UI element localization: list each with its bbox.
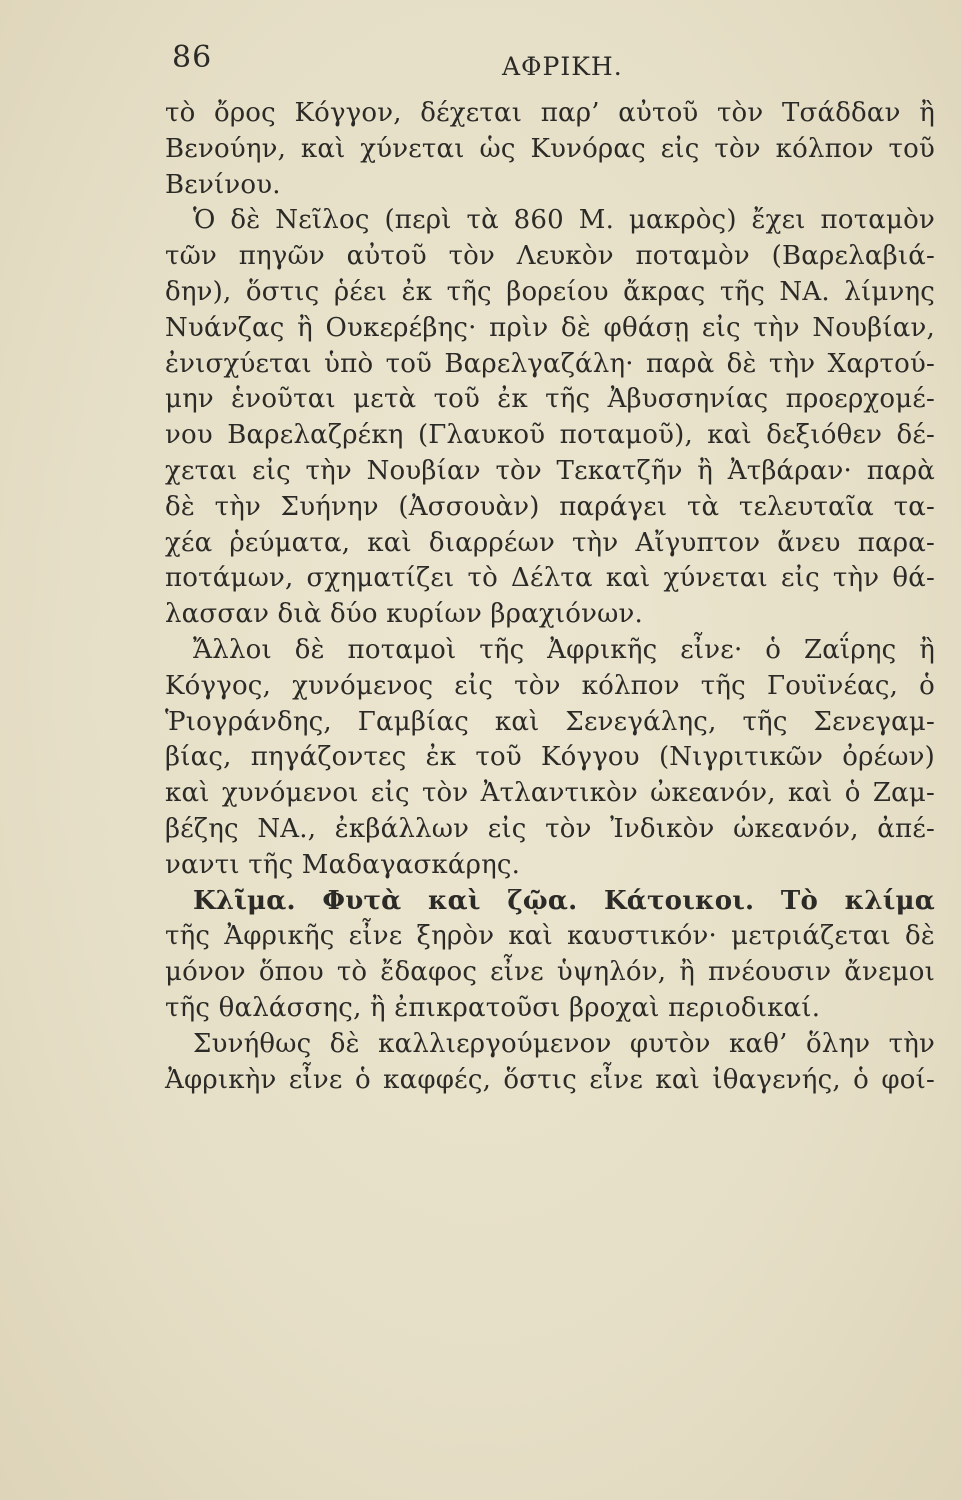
text-line: Ἀφρικὴν εἶνε ὁ καφφές, ὅστις εἶνε καὶ ἰθαγενής, ὁ φοί-	[165, 1064, 935, 1095]
paragraph-start-line: Συνήθως δὲ καλλιεργούμενον φυτὸν καθ’ ὅλην τὴν	[193, 1028, 935, 1059]
text-line: καὶ χυνόμενοι εἰς τὸν Ἀτλαντικὸν ὠκεανόν, καὶ ὁ Ζαμ-	[165, 778, 935, 809]
text-line: βίας, πηγάζοντες ἐκ τοῦ Κόγγου (Νιγριτικῶν ὀρέων)	[165, 742, 935, 773]
text-line: τῆς Ἀφρικῆς εἶνε ξηρὸν καὶ καυστικόν· μετριάζεται δὲ	[165, 921, 935, 952]
body-text	[165, 96, 935, 1098]
text-line: τῶν πηγῶν αὐτοῦ τὸν Λευκὸν ποταμὸν (Βαρελαβιά-	[165, 241, 935, 272]
text-line: χέα ῥεύματα, καὶ διαρρέων τὴν Αἴγυπτον ἄνευ παρα-	[165, 527, 935, 558]
text-line: μόνον ὅπου τὸ ἔδαφος εἶνε ὑψηλόν, ἢ πνέουσιν ἄνεμοι	[165, 957, 935, 988]
text-line: Κόγγος, χυνόμενος εἰς τὸν κόλπον τῆς Γουϊνέας, ὁ	[165, 670, 935, 701]
text-line: ποτάμων, σχηματίζει τὸ Δέλτα καὶ χύνεται εἰς τὴν θά-	[165, 563, 935, 594]
section-heading-line: Κλῖμα. Φυτὰ καὶ ζῷα. Κάτοικοι. Τὸ κλίμα	[193, 885, 935, 916]
page-header	[172, 40, 942, 80]
text-line: ἐνισχύεται ὑπὸ τοῦ Βαρελγαζάλη· παρὰ δὲ τὴν Χαρτού-	[165, 348, 935, 379]
paragraph-start-line: Ἄλλοι δὲ ποταμοὶ τῆς Ἀφρικῆς εἶνε· ὁ Ζαΐρης ἢ	[193, 634, 935, 665]
text-line: τῆς θαλάσσης, ἢ ἐπικρατοῦσι βροχαὶ περιοδικαί.	[165, 992, 821, 1023]
text-line: βέζης ΝΑ., ἐκβάλλων εἰς τὸν Ἰνδικὸν ὠκεανόν, ἀπέ-	[165, 813, 935, 844]
text-line: λασσαν διὰ δύο κυρίων βραχιόνων.	[165, 599, 643, 630]
text-line: τὸ ὄρος Κόγγον, δέχεται παρ’ αὐτοῦ τὸν Τσάδδαν ἢ	[165, 98, 935, 128]
text-line: δην), ὅστις ῥέει ἐκ τῆς βορείου ἄκρας τῆς ΝΑ. λίμνης	[165, 276, 935, 307]
page-number: 86	[172, 40, 213, 75]
running-head: ΑΦΡΙΚΗ.	[502, 52, 623, 81]
text-line: νου Βαρελαζρέκη (Γλαυκοῦ ποταμοῦ), καὶ δεξιόθεν δέ-	[165, 420, 935, 451]
text-line: ναντι τῆς Μαδαγασκάρης.	[165, 849, 521, 880]
text-line: Βενούην, καὶ χύνεται ὡς Κυνόρας εἰς τὸν κόλπον τοῦ	[165, 133, 935, 164]
text-line: χεται εἰς τὴν Νουβίαν τὸν Τεκατζῆν ἢ Ἀτβάραν· παρὰ	[165, 455, 935, 486]
text-line: Βενίνου.	[165, 169, 281, 200]
paragraph-start-line: Ὁ δὲ Νεῖλος (περὶ τὰ 860 Μ. μακρὸς) ἔχει ποταμὸν	[193, 205, 935, 236]
text-line: Νυάνζας ἢ Ουκερέβης· πρὶν δὲ φθάσῃ εἰς τὴν Νουβίαν,	[165, 312, 935, 343]
text-line: μην ἑνοῦται μετὰ τοῦ ἐκ τῆς Ἀβυσσηνίας προερχομέ-	[165, 384, 935, 415]
text-line: δὲ τὴν Συήνην (Ἀσσουὰν) παράγει τὰ τελευταῖα τα-	[165, 491, 935, 522]
text-line: Ῥιογράνδης, Γαμβίας καὶ Σενεγάλης, τῆς Σενεγαμ-	[165, 706, 935, 737]
